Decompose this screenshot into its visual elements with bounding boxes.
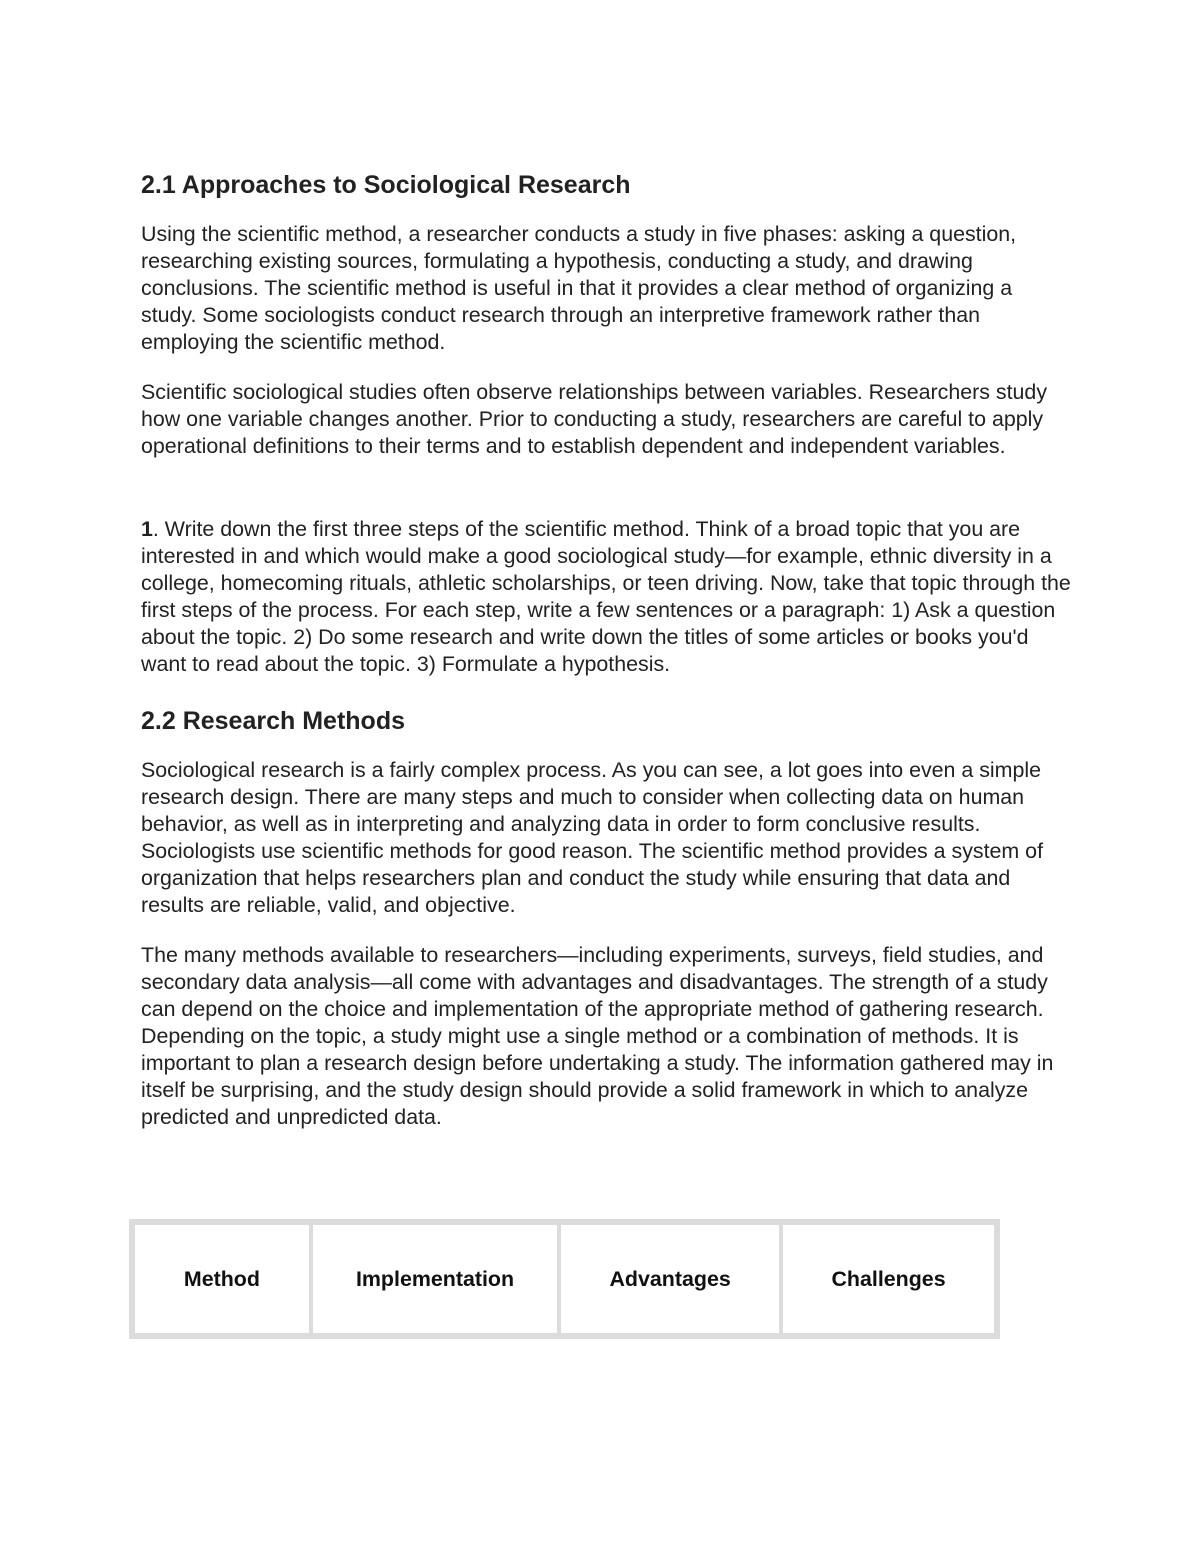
question-1	[141, 516, 1071, 678]
question-number: 1	[141, 517, 153, 541]
table-header-row	[133, 1223, 996, 1335]
paragraph-research-methods: The many methods available to researchers—including experiments, surveys, field studies, and secondary data analysis—all come with advantages and disadvantages. The strength of a study can depend on the choice and implementation of the appropriate method of gathering research. Depending on the topic, a study might use a single method or a combination of methods. It is important to plan a research design before undertaking a study. The information gathered may in itself be surprising, and the study design should provide a solid framework in which to analyze predicted and unpredicted data.	[141, 943, 1054, 1129]
research-methods-table	[129, 1219, 1000, 1339]
header-implementation: Implementation	[311, 1223, 559, 1335]
section-heading-2-1: 2.1 Approaches to Sociological Research	[141, 171, 631, 199]
header-challenges: Challenges	[781, 1223, 996, 1335]
header-method: Method	[133, 1223, 311, 1335]
header-advantages: Advantages	[559, 1223, 781, 1335]
section-heading-2-2: 2.2 Research Methods	[141, 707, 405, 735]
paragraph-research-process: Sociological research is a fairly complex process. As you can see, a lot goes into even a simple research design. There are many steps and much to consider when collecting data on human behavior, as well as in interpreting and analyzing data in order to form conclusive results. Sociologists use scientific methods for good reason. The scientific method provides a system of organization that helps researchers plan and conduct the study while ensuring that data and results are reliable, valid, and objective.	[141, 758, 1044, 917]
question-text: . Write down the first three steps of the scientific method. Think of a broad topic that you are interested in and which would make a good sociological study—for example, ethnic diversity in a college, homecoming rituals, athletic scholarships, or teen driving. Now, take that topic through the first steps of the process. For each step, write a few sentences or a paragraph: 1) Ask a question about the topic. 2) Do some research and write down the titles of some articles or books you'd want to read about the topic. 3) Formulate a hypothesis.	[141, 517, 1071, 676]
document-page	[141, 168, 1071, 1131]
paragraph-variables: Scientific sociological studies often observe relationships between variables. Researchers study how one variable changes another. Prior to conducting a study, researchers are careful to apply operational definitions to their terms and to establish dependent and independent variables.	[141, 380, 1048, 458]
paragraph-scientific-method: Using the scientific method, a researcher conducts a study in five phases: asking a question, researching existing sources, formulating a hypothesis, conducting a study, and drawing conclusions. The scientific method is useful in that it provides a clear method of organizing a study. Some sociologists conduct research through an interpretive framework rather than employing the scientific method.	[141, 222, 1017, 354]
